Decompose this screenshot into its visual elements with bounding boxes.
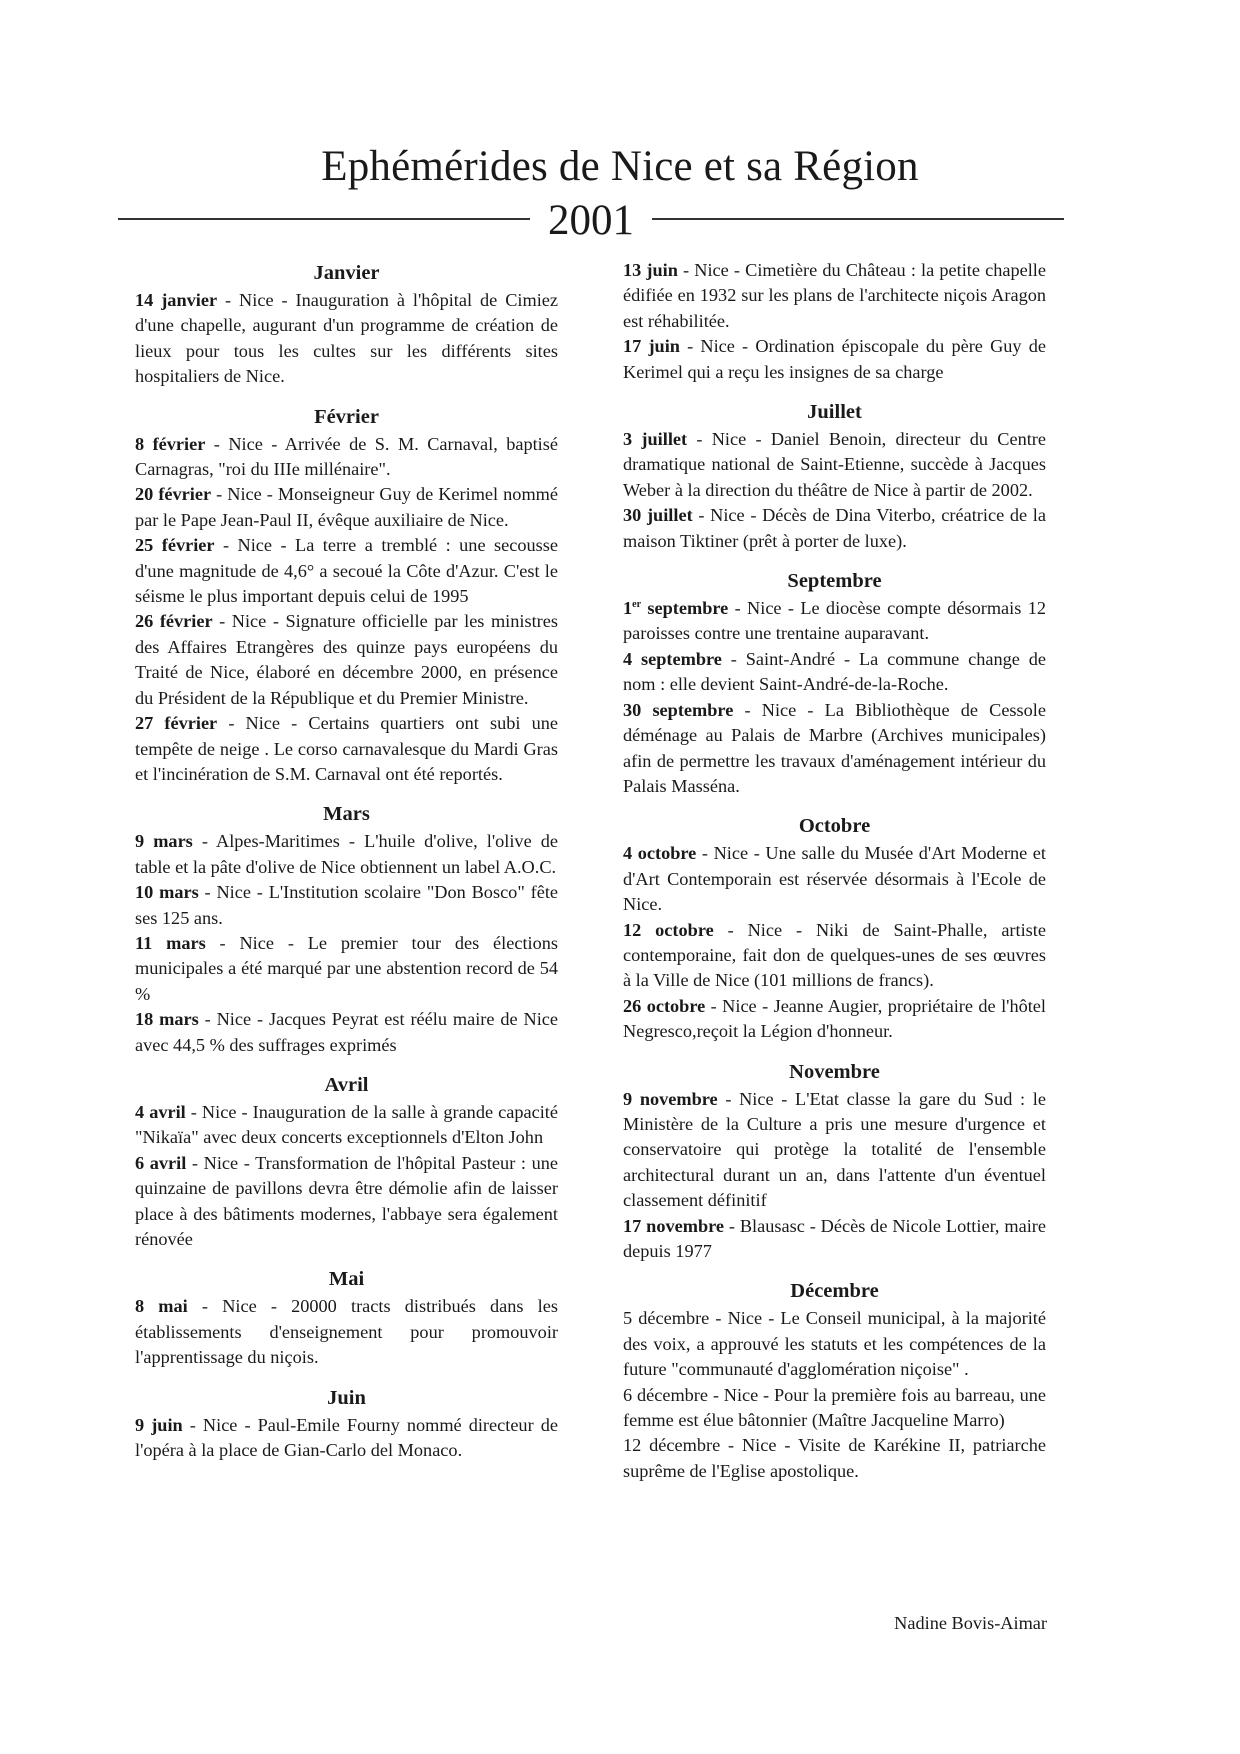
entry — [135, 533, 558, 609]
entry — [623, 1433, 1046, 1484]
entry-date: 10 mars — [135, 882, 199, 903]
entry-date — [623, 598, 728, 618]
entry-text: - Alpes-Maritimes - L'huile d'olive, l'olive de table et la pâte d'olive de Nice obtiennent un label A.O.C. — [135, 831, 558, 877]
ordinal-suffix: er — [632, 598, 642, 610]
year: 2001 — [548, 197, 634, 244]
entry-date: 6 avril — [135, 1152, 187, 1173]
entry — [623, 994, 1046, 1045]
entry — [135, 1413, 558, 1464]
left-column — [135, 260, 558, 1463]
entry-text: - Nice - Inauguration de la salle à grande capacité "Nikaïa" avec deux concerts exceptionnels d'Elton John — [135, 1101, 559, 1148]
entry — [135, 711, 558, 787]
entry — [135, 1151, 558, 1253]
entry-text: - Nice - Jacques Peyrat est réélu maire de Nice avec 44,5 % des suffrages exprimés — [135, 1009, 558, 1055]
entry-date-day: 1 — [623, 598, 633, 619]
entry-text: - Nice - L'Institution scolaire "Don Bosco" fête ses 125 ans. — [135, 882, 559, 928]
month-heading: Juin — [327, 1386, 366, 1409]
entry-text: - Blausasc - Décès de Nicole Lottier, maire depuis 1977 — [623, 1215, 1046, 1261]
entry — [135, 1007, 558, 1058]
month-heading: Avril — [324, 1073, 369, 1096]
entry-date: 25 février — [135, 535, 215, 556]
entry-date: 17 novembre — [623, 1215, 725, 1236]
entry-date: 9 mars — [135, 831, 193, 852]
month-heading: Mars — [323, 803, 370, 826]
entry-text: - Nice - Inauguration à l'hôpital de Cimiez d'une chapelle, augurant d'un programme de création de lieux pour tous les cultes sur les différents sites hospitaliers de Nice. — [135, 290, 559, 387]
entry — [135, 829, 558, 880]
entry — [623, 841, 1046, 917]
month-heading: Septembre — [787, 570, 882, 593]
entry-text: - Nice - Le diocèse compte désormais 12 paroisses contre une trentaine auparavant. — [623, 598, 1046, 644]
entry-date: 27 février — [135, 713, 218, 734]
entry-date: 30 septembre — [623, 699, 734, 720]
entry — [623, 698, 1046, 800]
entry-date: 14 janvier — [135, 290, 218, 310]
entry — [135, 609, 558, 711]
entry — [623, 918, 1046, 994]
entry-date: 30 juillet — [623, 505, 693, 526]
entry-text: - Nice - Le Conseil municipal, à la majorité des voix, a approuvé les statuts et les compétences de la future "communauté d'agglomération niçoise" . — [623, 1308, 1046, 1380]
entry-date: 9 juin — [135, 1414, 183, 1435]
entry — [135, 931, 558, 1007]
month-heading: Juillet — [807, 401, 862, 424]
entry-text: - Nice - La Bibliothèque de Cessole déménage au Palais de Marbre (Archives municipales) afin de permettre les travaux d'aménagement intérieur du Palais Masséna. — [623, 699, 1046, 796]
entry — [623, 334, 1046, 385]
entry-text: - Nice - Visite de Karékine II, patriarche suprême de l'Eglise apostolique. — [623, 1435, 1046, 1481]
month-heading: Décembre — [790, 1280, 879, 1303]
entry-text: - Nice - L'Etat classe la gare du Sud : le Ministère de la Culture a pris une mesure d'urgence et conservatoire qui protège la totalité de l'ensemble architectural durant un an, dans l'attente d'un éventuel classement définitif — [623, 1088, 1046, 1211]
rule-right — [652, 218, 1064, 220]
entry — [623, 1087, 1046, 1214]
entry-text: - Nice - La terre a tremblé : une secousse d'une magnitude de 4,6° a secoué la Côte d'Azur. C'est le séisme le plus important depuis celui de 1995 — [135, 535, 558, 607]
entry-text: - Nice - Le premier tour des élections municipales a été marqué par une abstention record de 54 % — [135, 932, 558, 1004]
month-heading: Mai — [328, 1268, 365, 1291]
entry-text: - Nice - Signature officielle par les ministres des Affaires Etrangères des quinze pays européens du Traité de Nice, élaboré en décembre 2000, en présence du Président de la République et du Premier Ministre. — [135, 611, 558, 708]
entry-text: - Nice - Pour la première fois au barreau, une femme est élue bâtonnier (Maître Jacqueline Marro) — [623, 1384, 1046, 1431]
year-header — [118, 197, 1064, 245]
entry-date: 26 février — [135, 611, 213, 632]
author-signature: Nadine Bovis-Aimar — [894, 1613, 1047, 1633]
entry-date: 20 février — [135, 484, 212, 505]
entry-text: - Nice - Daniel Benoin, directeur du Centre dramatique national de Saint-Etienne, succède à Jacques Weber à la direction du théâtre de Nice à partir de 2002. — [623, 429, 1047, 500]
entry-text: - Nice - Cimetière du Château : la petite chapelle édifiée en 1932 sur les plans de l'architecte niçois Aragon est réhabilitée. — [623, 260, 1046, 331]
entry-date-month: septembre — [641, 598, 729, 619]
entry-date: 18 mars — [135, 1009, 199, 1030]
entry — [135, 432, 558, 483]
entry — [623, 1214, 1046, 1265]
month-heading: Novembre — [789, 1060, 880, 1083]
entry-date: 3 juillet — [623, 429, 688, 450]
entry — [135, 288, 558, 390]
page-title: Ephémérides de Nice et sa Région — [321, 143, 919, 190]
entry-text: - Nice - Certains quartiers ont subi une tempête de neige . Le corso carnavalesque du Mardi Gras et l'incinération de S.M. Carnaval ont été reportés. — [135, 713, 559, 784]
entry-date: 8 février — [135, 433, 206, 454]
entry-date: 4 septembre — [623, 648, 722, 669]
entry — [623, 503, 1046, 554]
entry-text: - Nice - Ordination épiscopale du père Guy de Kerimel qui a reçu les insignes de sa charge — [623, 336, 1046, 382]
entry — [135, 1294, 558, 1370]
entry-text: - Nice - Une salle du Musée d'Art Moderne et d'Art Contemporain est réservée désormais à l'Ecole de Nice. — [623, 843, 1046, 915]
entry-text: - Nice - Décès de Dina Viterbo, créatrice de la maison Tiktiner (prêt à porter de luxe). — [623, 505, 1046, 551]
entry-date: 11 mars — [135, 932, 206, 953]
right-column — [623, 258, 1046, 1484]
entry-text: - Nice - Niki de Saint-Phalle, artiste contemporaine, fait don de quelques-unes de ses œuvres à la Ville de Nice (101 millions de francs). — [623, 919, 1046, 991]
entry-text: - Nice - Arrivée de S. M. Carnaval, baptisé Carnagras, "roi du IIIe millénaire". — [135, 433, 558, 480]
month-heading: Octobre — [798, 815, 871, 838]
entry-date: 12 octobre — [623, 919, 714, 940]
entry-date: 17 juin — [623, 336, 680, 357]
entry — [135, 482, 558, 533]
entry-date: 26 octobre — [623, 995, 706, 1016]
entry-date: 9 novembre — [623, 1088, 718, 1109]
entry-text: - Nice - Jeanne Augier, propriétaire de l'hôtel Negresco,reçoit la Légion d'honneur. — [623, 995, 1046, 1042]
entry-text: - Saint-André - La commune change de nom : elle devient Saint-André-de-la-Roche. — [623, 648, 1046, 695]
entry-text: - Nice - Monseigneur Guy de Kerimel nommé par le Pape Jean-Paul II, évêque auxiliaire de Nice. — [135, 484, 559, 530]
entry-date: 4 octobre — [623, 843, 697, 864]
entry — [623, 647, 1046, 698]
entry — [135, 880, 558, 931]
entry — [135, 1100, 558, 1151]
month-heading: Janvier — [313, 262, 380, 284]
entry-date: 13 juin — [623, 260, 678, 280]
entry-text: - Nice - 20000 tracts distribués dans les établissements d'enseignement pour promouvoir l'apprentissage du niçois. — [135, 1296, 558, 1368]
entry-date: 5 décembre — [623, 1308, 710, 1329]
entry-date: 4 avril — [135, 1101, 186, 1122]
entry-date: 6 décembre — [623, 1384, 709, 1405]
month-heading: Février — [314, 405, 379, 428]
entry — [623, 1383, 1046, 1434]
entry — [623, 1306, 1046, 1382]
entry — [623, 258, 1046, 334]
entry — [623, 596, 1046, 647]
entry-text: - Nice - Paul-Emile Fourny nommé directeur de l'opéra à la place de Gian-Carlo del Monaco. — [135, 1414, 558, 1461]
entry-date: 8 mai — [135, 1296, 188, 1317]
entry-date: 12 décembre — [623, 1435, 721, 1456]
entry-text: - Nice - Transformation de l'hôpital Pasteur : une quinzaine de pavillons devra être démolie afin de laisser place à des bâtiments modernes, l'abbaye sera également rénovée — [135, 1152, 558, 1249]
entry — [623, 427, 1046, 503]
